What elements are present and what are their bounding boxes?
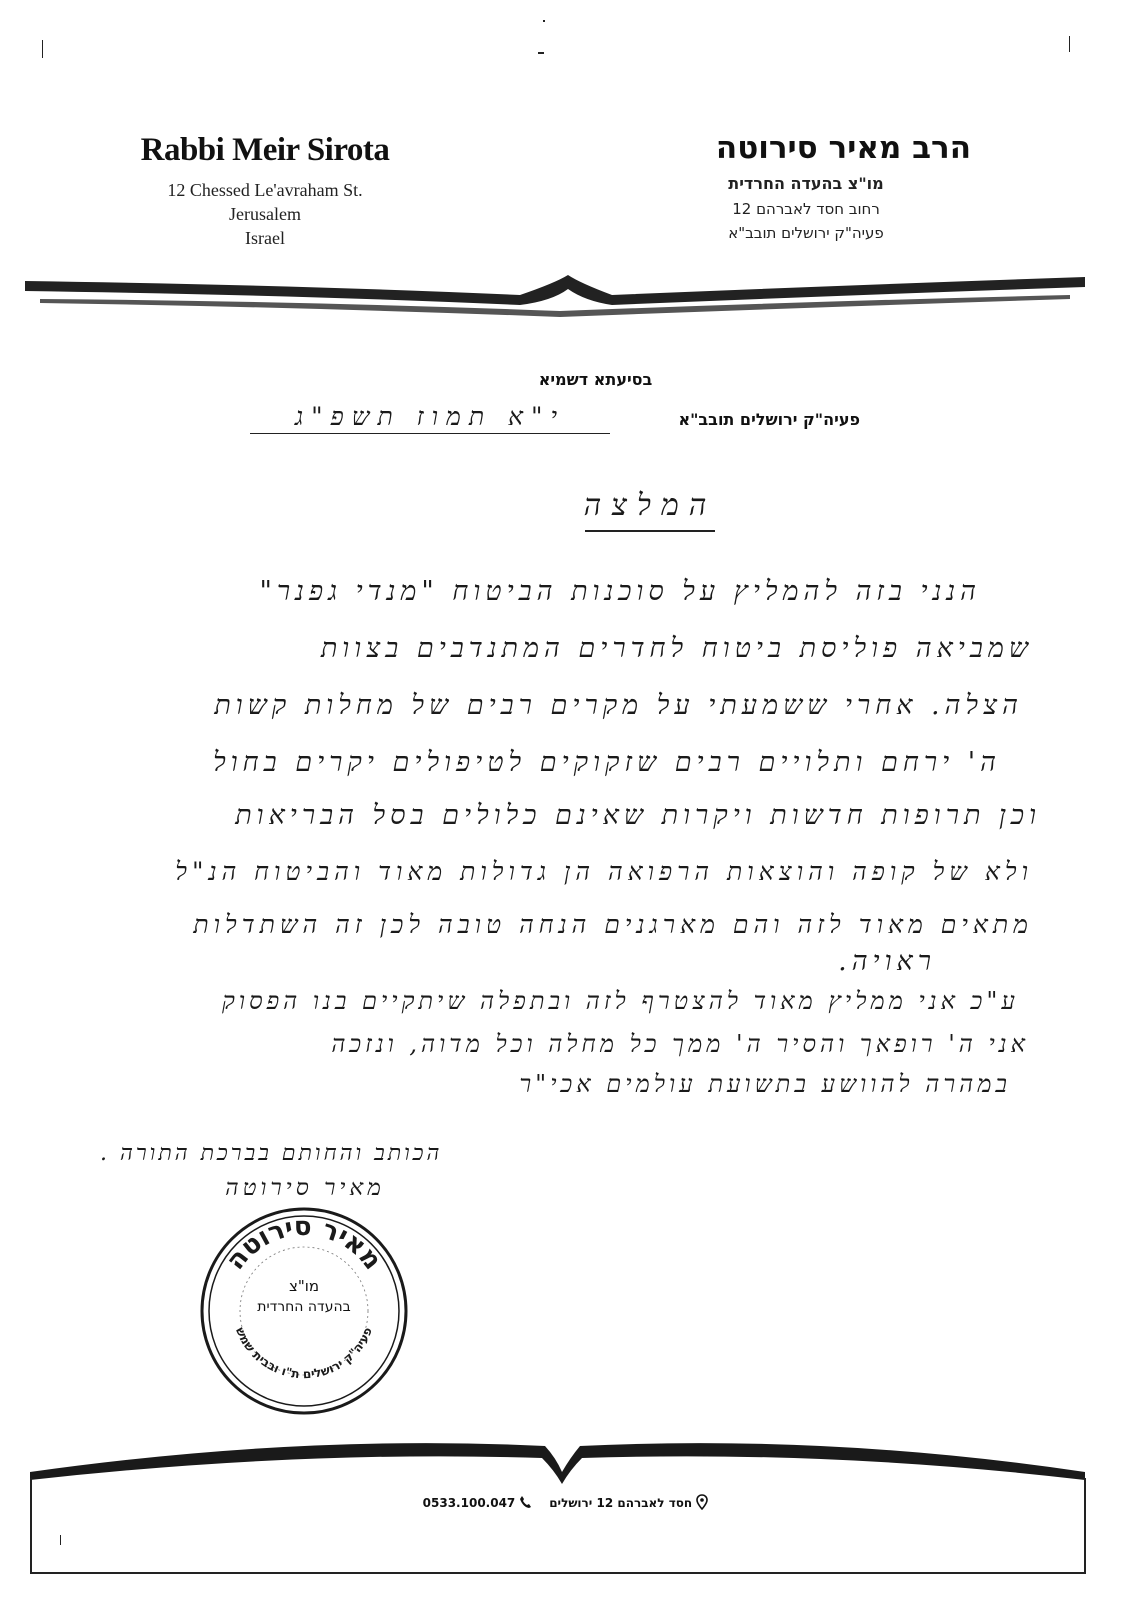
body-line-10: אני ה' רופאך והסיר ה' ממך כל מחלה וכל מדוה, ונזכה	[331, 1030, 1029, 1058]
footer-address: חסד לאברהם 12 ירושלים	[549, 1496, 693, 1510]
place-heading: פעיה"ק ירושלים תובב"א	[678, 410, 860, 429]
scan-mark-left	[42, 40, 43, 58]
footer-frame	[30, 1478, 1086, 1574]
body-line-11: במהרה להוושע בתשועת עולמים אכי"ר	[519, 1070, 1011, 1098]
english-address-city: Jerusalem	[229, 204, 301, 224]
body-line-2: שמביאה פוליסת ביטוח לחדרים המתנדבים בצוות	[320, 633, 1033, 664]
date-handwritten: י"א תמוז תשפ"ג	[294, 402, 566, 431]
letter-title: המלצה	[583, 488, 717, 523]
stamp-org: בהעדה החרדית	[257, 1299, 351, 1315]
signature: מאיר סירוטה	[225, 1175, 385, 1201]
map-pin-icon	[696, 1494, 708, 1513]
header-ornament	[0, 265, 1131, 335]
body-line-6: ולא של קופה והוצאות הרפואה הן גדולות מאוד והביטוח הנ"ל	[175, 857, 1033, 886]
body-line-7: מתאים מאוד לזה והם מארגנים הנחה טובה לכן זה השתדלות	[193, 910, 1033, 939]
english-name: Rabbi Meir Sirota	[140, 132, 390, 168]
blessing-heading: בסיעתא דשמיא	[538, 370, 653, 389]
body-line-4: ה' ירחם ותלויים רבים שזקוקים לטיפולים יקרים בחול	[213, 747, 1001, 778]
scan-mark-right	[1069, 36, 1070, 52]
stamp-title: מו"צ	[288, 1277, 320, 1295]
body-line-1: הנני בזה להמליץ על סוכנות הביטוח "מנדי גפנר"	[259, 576, 981, 607]
english-address-country: Israel	[245, 228, 285, 248]
scan-mark-top	[543, 20, 545, 22]
closing-line: הכותב והחותם בברכת התורה .	[100, 1141, 443, 1166]
hebrew-address-street: רחוב חסד לאברהם 12	[732, 200, 880, 218]
date-underline	[250, 433, 610, 434]
scan-mark-bottom-left	[60, 1535, 61, 1545]
body-line-8: ראויה.	[838, 946, 936, 977]
footer-contact	[0, 1494, 1131, 1513]
scan-mark-top-dot	[538, 52, 544, 54]
footer-phone: 0533.100.047	[422, 1496, 516, 1510]
stamp-ring-text: פעיה"ק ירושלים ת"ו ובבית שמש	[232, 1325, 376, 1382]
hebrew-title: מו"צ בהעדה החרדית	[728, 174, 884, 193]
body-line-9: ע"כ אני ממליץ מאוד להצטרף לזה ובתפלה שיתקיים בנו הפסוק	[221, 987, 1019, 1015]
rabbinical-stamp	[198, 1205, 410, 1417]
stamp-name: מאיר סירוטה	[220, 1211, 388, 1276]
body-line-3: הצלה. אחרי ששמעתי על מקרים רבים של מחלות קשות	[214, 690, 1023, 721]
title-underline	[585, 530, 715, 532]
hebrew-address-city: פעיה"ק ירושלים תובב"א	[728, 224, 884, 242]
english-address-street: 12 Chessed Le'avraham St.	[167, 180, 363, 200]
body-line-5: וכן תרופות חדשות ויקרות שאינם כלולים בסל הבריאות	[235, 800, 1041, 831]
hebrew-name: הרב מאיר סירוטה	[715, 130, 971, 166]
phone-icon	[519, 1495, 532, 1512]
